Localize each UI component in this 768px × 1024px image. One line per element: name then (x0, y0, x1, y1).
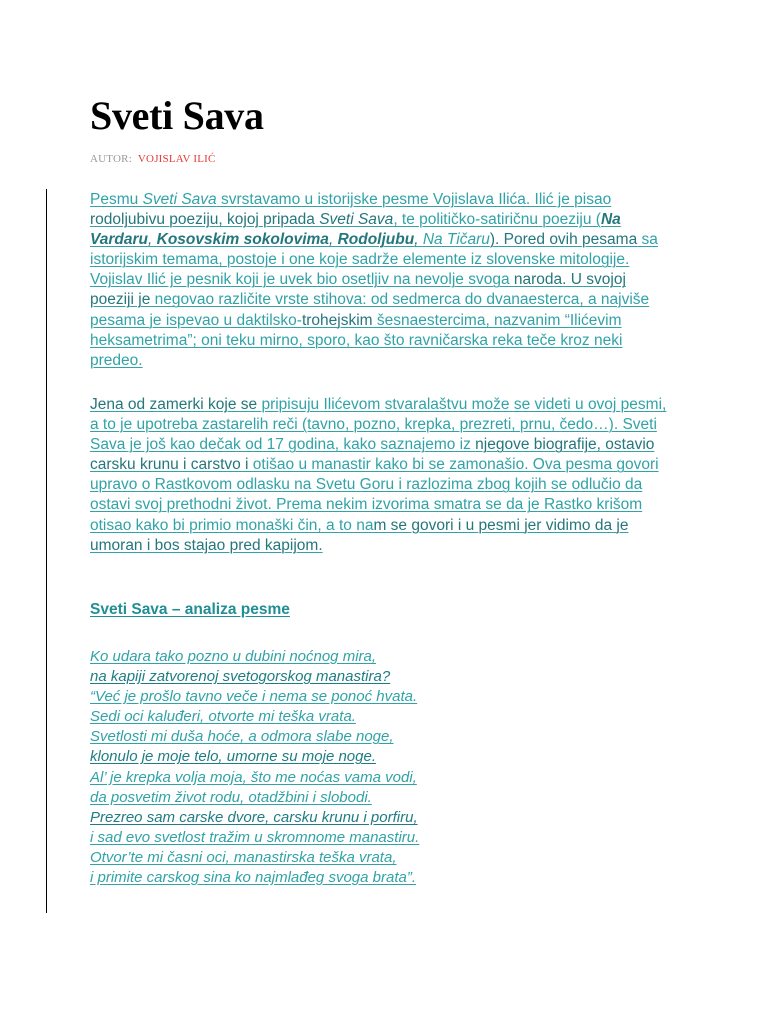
poem-line[interactable]: Al’ je krepka volja moja, što me noćas vama vodi, (90, 768, 417, 786)
poem-line[interactable]: na kapiji zatvorenoj svetogorskog manastira? (90, 668, 391, 686)
paragraph-biography[interactable]: Jena od zamerki koje se pripisuju Ilićevom stvaralaštvu može se videti u ovoj pesmi, a to je upotreba zastarelih reči (tavno, pozno, krepka, prezreti, prnu, čedo…). Sveti Sava je još kao dečak od 17 godina, kako saznajemo iz njegove biografije, ostavio carsku krunu i carstvo i otišao u manastir kako bi se zamonašio. Ova pesma govori upravo o Rastkovom odlasku na Svetu Goru i razlozima zbog kojih se odlučio da ostavi svoj prethodni život. Prema nekim izvorima smatra se da je Rastko krišom otisao kako bi primio monaški čin, a to nam se govori i u pesmi jer vidimo da je umoran i bos stajao pred kapijom. (90, 396, 667, 554)
poem-line[interactable]: Ko udara tako pozno u dubini noćnog mira, (90, 648, 377, 665)
poem-line[interactable]: Sedi oci kaluđeri, otvorte mi teška vrata. (90, 708, 356, 726)
poem-line[interactable]: da posvetim život rodu, otadžbini i slobodi. (90, 788, 372, 806)
poem-line[interactable]: Prezreo sam carske dvore, carsku krunu i porfiru, (90, 808, 418, 826)
author-name[interactable]: VOJISLAV ILIĆ (137, 153, 216, 165)
byline (90, 153, 216, 165)
poem-line[interactable]: klonulo je moje telo, umorne su moje noge. (90, 748, 376, 766)
analysis-heading[interactable]: Sveti Sava – analiza pesme (90, 601, 290, 618)
page-title: Sveti Sava (90, 93, 264, 138)
left-margin-rule (46, 189, 47, 913)
paragraph-intro[interactable]: Pesmu Sveti Sava svrstavamo u istorijske pesme Vojislava Ilića. Ilić je pisao rodoljubivu poeziju, kojoj pripada Sveti Sava, te političko-satiričnu poeziju (Na Vardaru, Kosovskim sokolovima, Rodoljubu, Na Tičaru). Pored ovih pesama sa istorijskim temama, postoje i one koje sadrže elemente iz slovenske mitologije. Vojislav Ilić je pesnik koji je uvek bio osetljiv na nevolje svoga naroda. U svojoj poeziji je negovao različite vrste stihova: od sedmerca do dvanaesterca, a najviše pesama je ispevao u daktilsko-trohejskim šesnaestercima, nazvanim “Ilićevim heksametrima”; oni teku mirno, sporo, kao što ravničarska reka teče kroz neki predeo. (90, 191, 658, 369)
poem-line[interactable]: i sad evo svetlost tražim u skromnome manastiru. (90, 828, 420, 846)
poem-line[interactable]: “Već je prošlo tavno veče i nema se ponoć hvata. (90, 688, 418, 706)
poem-line[interactable]: Otvor’te mi časni oci, manastirska teška vrata, (90, 848, 397, 866)
author-label: AUTOR: (90, 153, 132, 165)
poem (90, 647, 419, 888)
poem-line[interactable]: i primite carskog sina ko najmlađeg svoga brata”. (90, 869, 416, 887)
poem-line[interactable]: Svetlosti mi duša hoće, a odmora slabe noge, (90, 728, 394, 746)
